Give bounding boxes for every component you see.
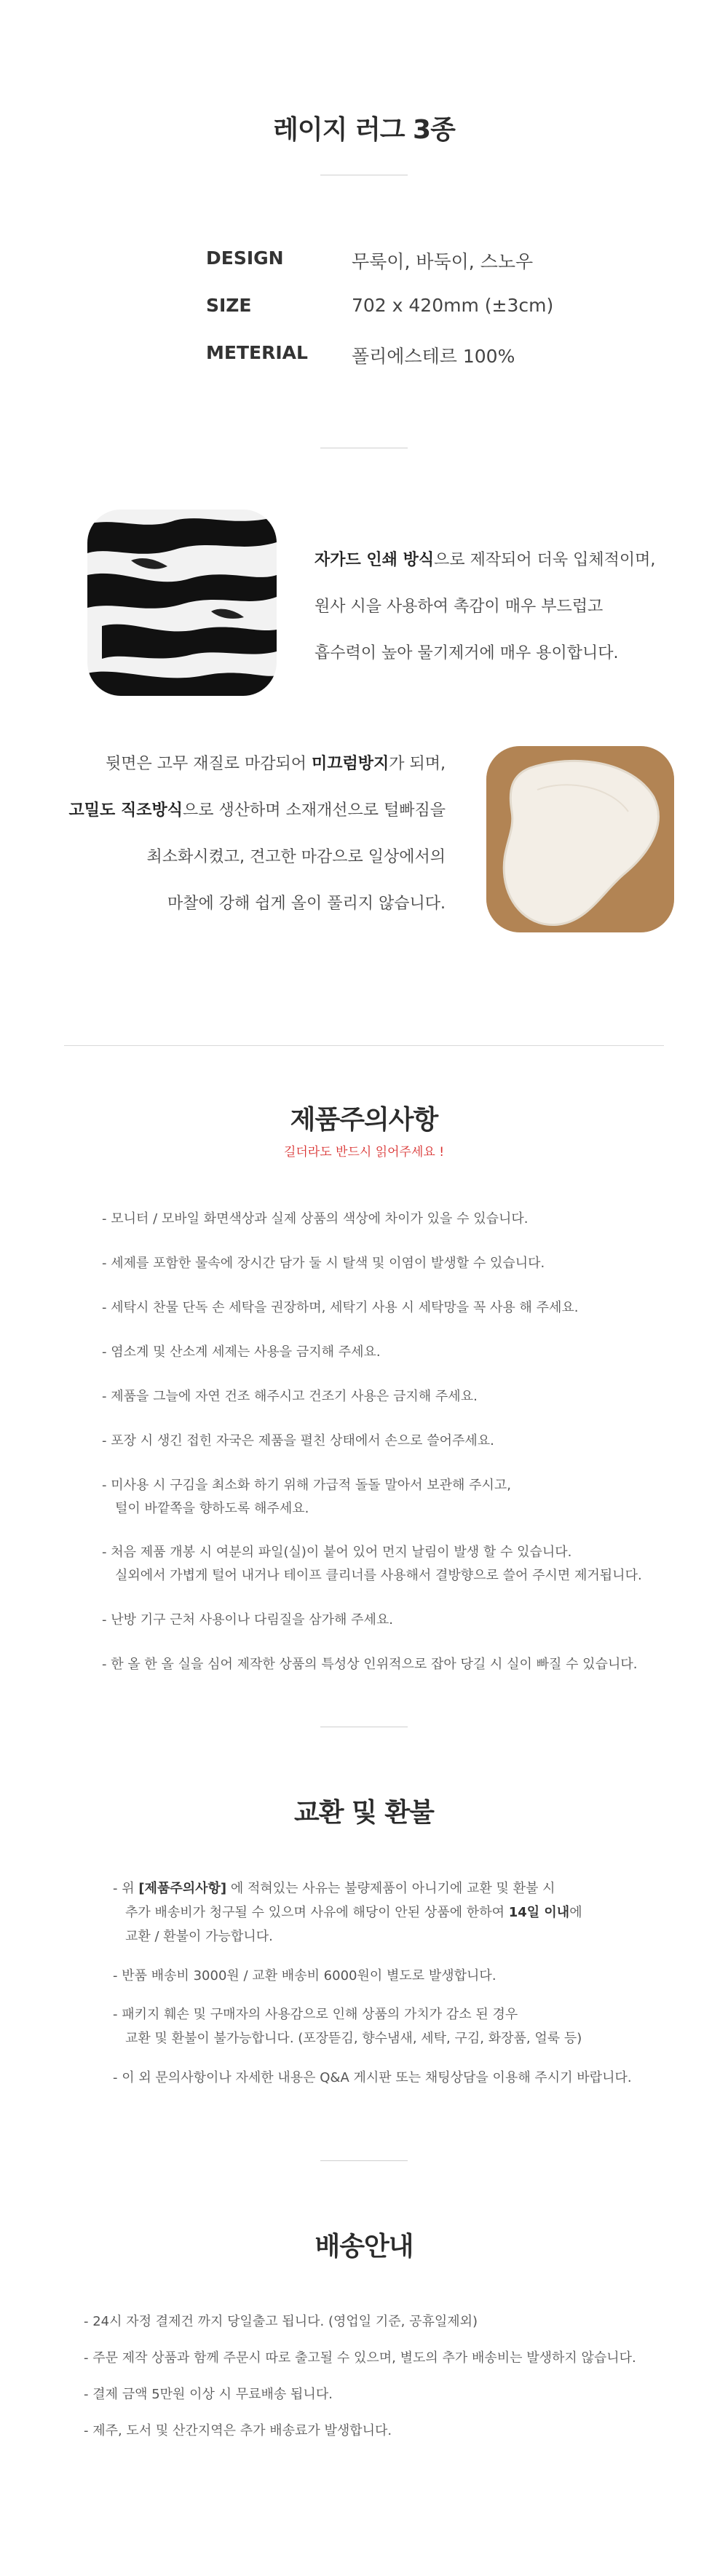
exchange-14days: 14일 이내 (508, 1905, 570, 1920)
caution-item: - 처음 제품 개봉 시 여분의 파일(실)이 붙어 있어 먼지 날림이 발생 할 수 있습니다. (102, 1545, 572, 1560)
exchange-item-1-line2-pre: 추가 배송비가 청구될 수 있으며 사유에 해당이 안된 상품에 한하여 (125, 1905, 509, 1920)
rubber-backing-icon (486, 746, 674, 932)
exchange-item-1-post: 에 적혀있는 사유는 불량제품이 아니기에 교환 및 환불 시 (226, 1881, 555, 1896)
exchange-item-1-line2 (125, 1902, 649, 1924)
spec-label-size: SIZE (206, 295, 252, 316)
caution-item: - 포장 시 생긴 접힌 자국은 제품을 펼친 상태에서 손으로 쓸어주세요. (102, 1433, 494, 1448)
spec-value-material: 폴리에스테르 100% (352, 346, 515, 367)
caution-item: - 세탁시 찬물 단독 손 세탁을 권장하며, 세탁기 사용 시 세탁망을 꼭 사용 해 주세요. (102, 1300, 579, 1315)
feature2-line3: 최소화시켰고, 견고한 마감으로 일상에서의 (146, 848, 446, 866)
caution-item: - 염소계 및 산소계 세제는 사용을 금지해 주세요. (102, 1344, 381, 1360)
spec-label-design: DESIGN (206, 247, 284, 269)
shipping-item: - 주문 제작 상품과 함께 주문시 따로 출고될 수 있으며, 별도의 추가 배송비는 발생하지 않습니다. (84, 2350, 636, 2366)
spec-label-material: METERIAL (206, 342, 308, 363)
feature2-text (29, 741, 446, 927)
feature2-line2: 으로 생산하며 소재개선으로 털빠짐을 (182, 801, 446, 820)
feature1-line1: 으로 제작되어 더욱 입체적이며, (434, 551, 656, 569)
exchange-item-2: - 반품 배송비 3000원 / 교환 배송비 6000원이 별도로 발생합니다. (113, 1968, 496, 1983)
shipping-item: - 24시 자정 결제건 까지 당일출고 됩니다. (영업일 기준, 공휴일제외) (84, 2314, 478, 2329)
caution-item: - 세제를 포함한 물속에 장시간 담가 둘 시 탈색 및 이염이 발생할 수 있습니다. (102, 1256, 545, 1271)
cautions-title: 제품주의사항 (290, 1105, 438, 1135)
section-divider (64, 1045, 664, 1046)
exchange-title: 교환 및 환불 (294, 1798, 434, 1828)
feature1-highlight: 자가드 인쇄 방식 (314, 551, 435, 569)
caution-item-cont: 실외에서 가볍게 털어 내거나 테이프 클리너를 사용해서 결방향으로 쓸어 주시면 제거됩니다. (115, 1568, 642, 1583)
exchange-item-1-line2-post: 에 (569, 1905, 582, 1920)
divider (320, 2160, 408, 2161)
caution-item: - 한 올 한 올 실을 심어 제작한 상품의 특성상 인위적으로 잡아 당길 시 실이 빠질 수 있습니다. (102, 1657, 638, 1672)
caution-item-cont: 털이 바깥쪽을 향하도록 해주세요. (115, 1501, 309, 1516)
page-title: 레이지 러그 3종 (273, 115, 455, 145)
feature2-highlight-antislip: 미끄럼방지 (311, 755, 389, 773)
exchange-item-1-line3: 교환 / 환불이 가능합니다. (125, 1929, 273, 1944)
exchange-item-1-pre: - 위 (113, 1881, 139, 1896)
exchange-item-1 (113, 1878, 637, 1900)
feature2-line4: 마찰에 강해 쉽게 올이 풀리지 않습니다. (167, 895, 446, 913)
shipping-item: - 제주, 도서 및 산간지역은 추가 배송료가 발생합니다. (84, 2423, 392, 2438)
feature2-highlight-weave: 고밀도 직조방식 (68, 801, 183, 820)
caution-item: - 모니터 / 모바일 화면색상과 실제 상품의 색상에 차이가 있을 수 있습니다. (102, 1211, 529, 1226)
exchange-item-3: - 패키지 훼손 및 구매자의 사용감으로 인해 상품의 가치가 감소 된 경우 (113, 2007, 518, 2022)
zebra-pattern-icon (87, 510, 277, 696)
rug-back-image (486, 746, 674, 932)
feature1-line2: 원사 시을 사용하여 촉감이 매우 부드럽고 (314, 598, 604, 616)
rug-front-image (87, 510, 277, 696)
shipping-title: 배송안내 (314, 2232, 414, 2262)
feature1-text (314, 537, 693, 677)
caution-item: - 제품을 그늘에 자연 건조 해주시고 건조기 사용은 금지해 주세요. (102, 1389, 478, 1404)
spec-value-design: 무룩이, 바둑이, 스노우 (352, 251, 534, 272)
caution-item: - 난방 기구 근처 사용이나 다림질을 삼가해 주세요. (102, 1612, 394, 1628)
spec-value-size: 702 x 420mm (±3cm) (352, 295, 554, 316)
exchange-caution-ref: [제품주의사항] (138, 1881, 227, 1896)
feature1-line3: 흡수력이 높아 물기제거에 매우 용이합니다. (314, 644, 619, 662)
exchange-item-4: - 이 외 문의사항이나 자세한 내용은 Q&A 게시판 또는 채팅상담을 이용해 주시기 바랍니다. (113, 2070, 632, 2085)
caution-item: - 미사용 시 구김을 최소화 하기 위해 가급적 돌돌 말아서 보관해 주시고, (102, 1478, 512, 1493)
shipping-item: - 결제 금액 5만원 이상 시 무료배송 됩니다. (84, 2387, 333, 2402)
exchange-item-3-line2: 교환 및 환불이 불가능합니다. (포장뜯김, 향수냄새, 세탁, 구김, 화장품, 얼룩 등) (125, 2031, 582, 2046)
feature2-line1-post: 가 되며, (389, 755, 446, 773)
feature2-line1-pre: 뒷면은 고무 재질로 마감되어 (105, 755, 312, 773)
cautions-subtitle: 길더라도 반드시 읽어주세요 ! (283, 1145, 445, 1160)
